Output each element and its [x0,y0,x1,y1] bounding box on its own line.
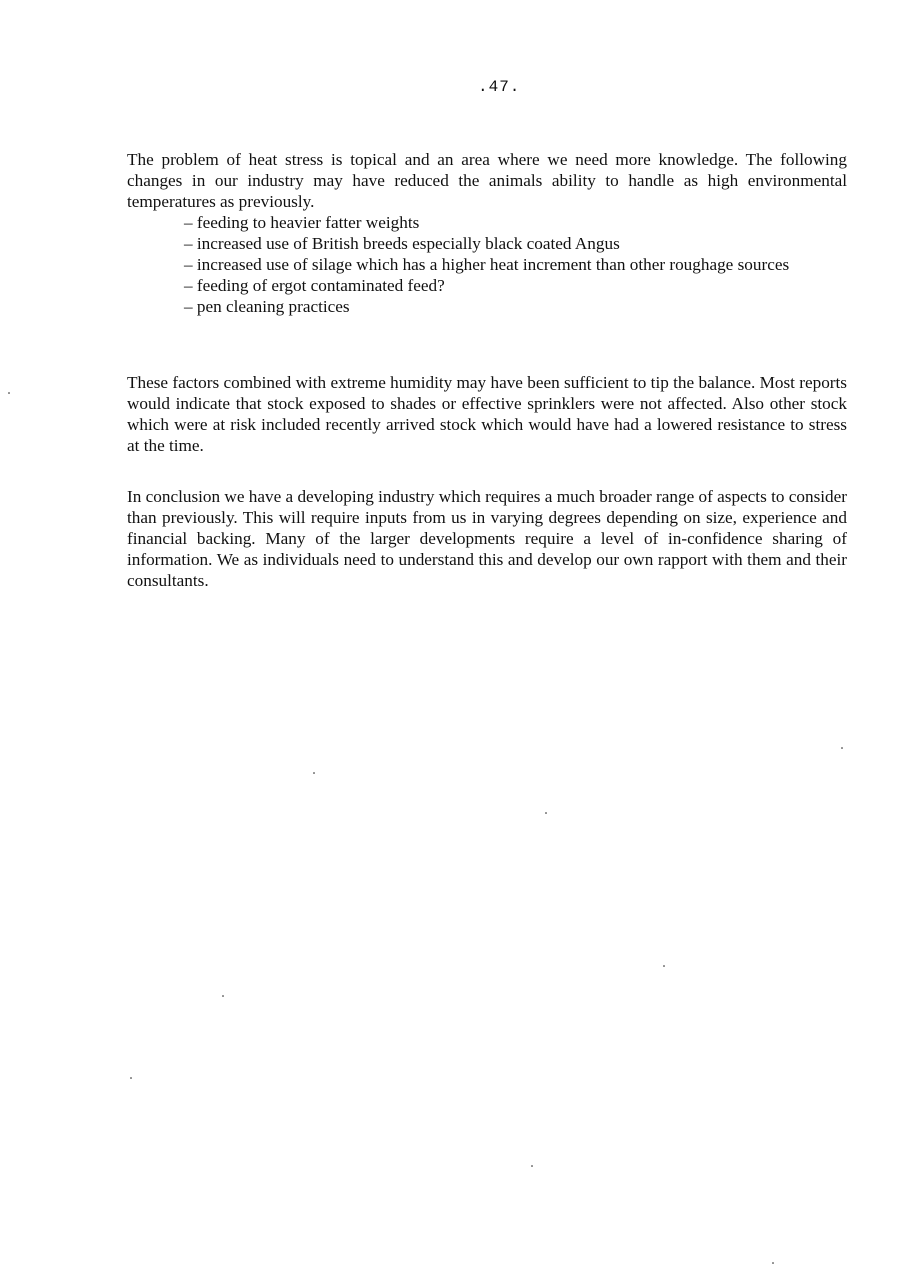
scan-speck [841,747,843,749]
factor-list [127,212,847,317]
scan-speck [545,812,547,814]
heat-stress-paragraph [127,149,847,317]
scan-speck [222,995,224,997]
scan-speck [8,392,10,394]
factor-item: – increased use of silage which has a higher heat increment than other roughage sources [184,255,790,274]
scan-speck [130,1077,132,1079]
factor-item: – feeding to heavier fatter weights [184,213,420,232]
scan-speck [772,1262,774,1264]
page-number: .47. [478,78,521,96]
humidity-paragraph: These factors combined with extreme humidity may have been sufficient to tip the balance. Most reports would indicate that stock exposed to shades or effective sprinklers were not affected. Also other stock which were at risk included recently arrived stock which would have had a lowered resistance to stress at the time. [127,373,847,455]
conclusion-paragraph: In conclusion we have a developing industry which requires a much broader range of aspects to consider than previously. This will require inputs from us in varying degrees depending on size, experience and financial backing. Many of the larger developments require a level of in-confidence sharing of information. We as individuals need to understand this and develop our own rapport with them and their consultants. [127,487,847,590]
scan-speck [531,1165,533,1167]
heat-stress-intro: The problem of heat stress is topical and an area where we need more knowledge. The following changes in our industry may have reduced the animals ability to handle as high environmental temperatures as previously. [127,150,847,211]
factor-item: – increased use of British breeds especially black coated Angus [184,234,620,253]
factor-item: – pen cleaning practices [184,297,350,316]
factor-item: – feeding of ergot contaminated feed? [184,276,445,295]
scan-speck [313,772,315,774]
scan-speck [663,965,665,967]
